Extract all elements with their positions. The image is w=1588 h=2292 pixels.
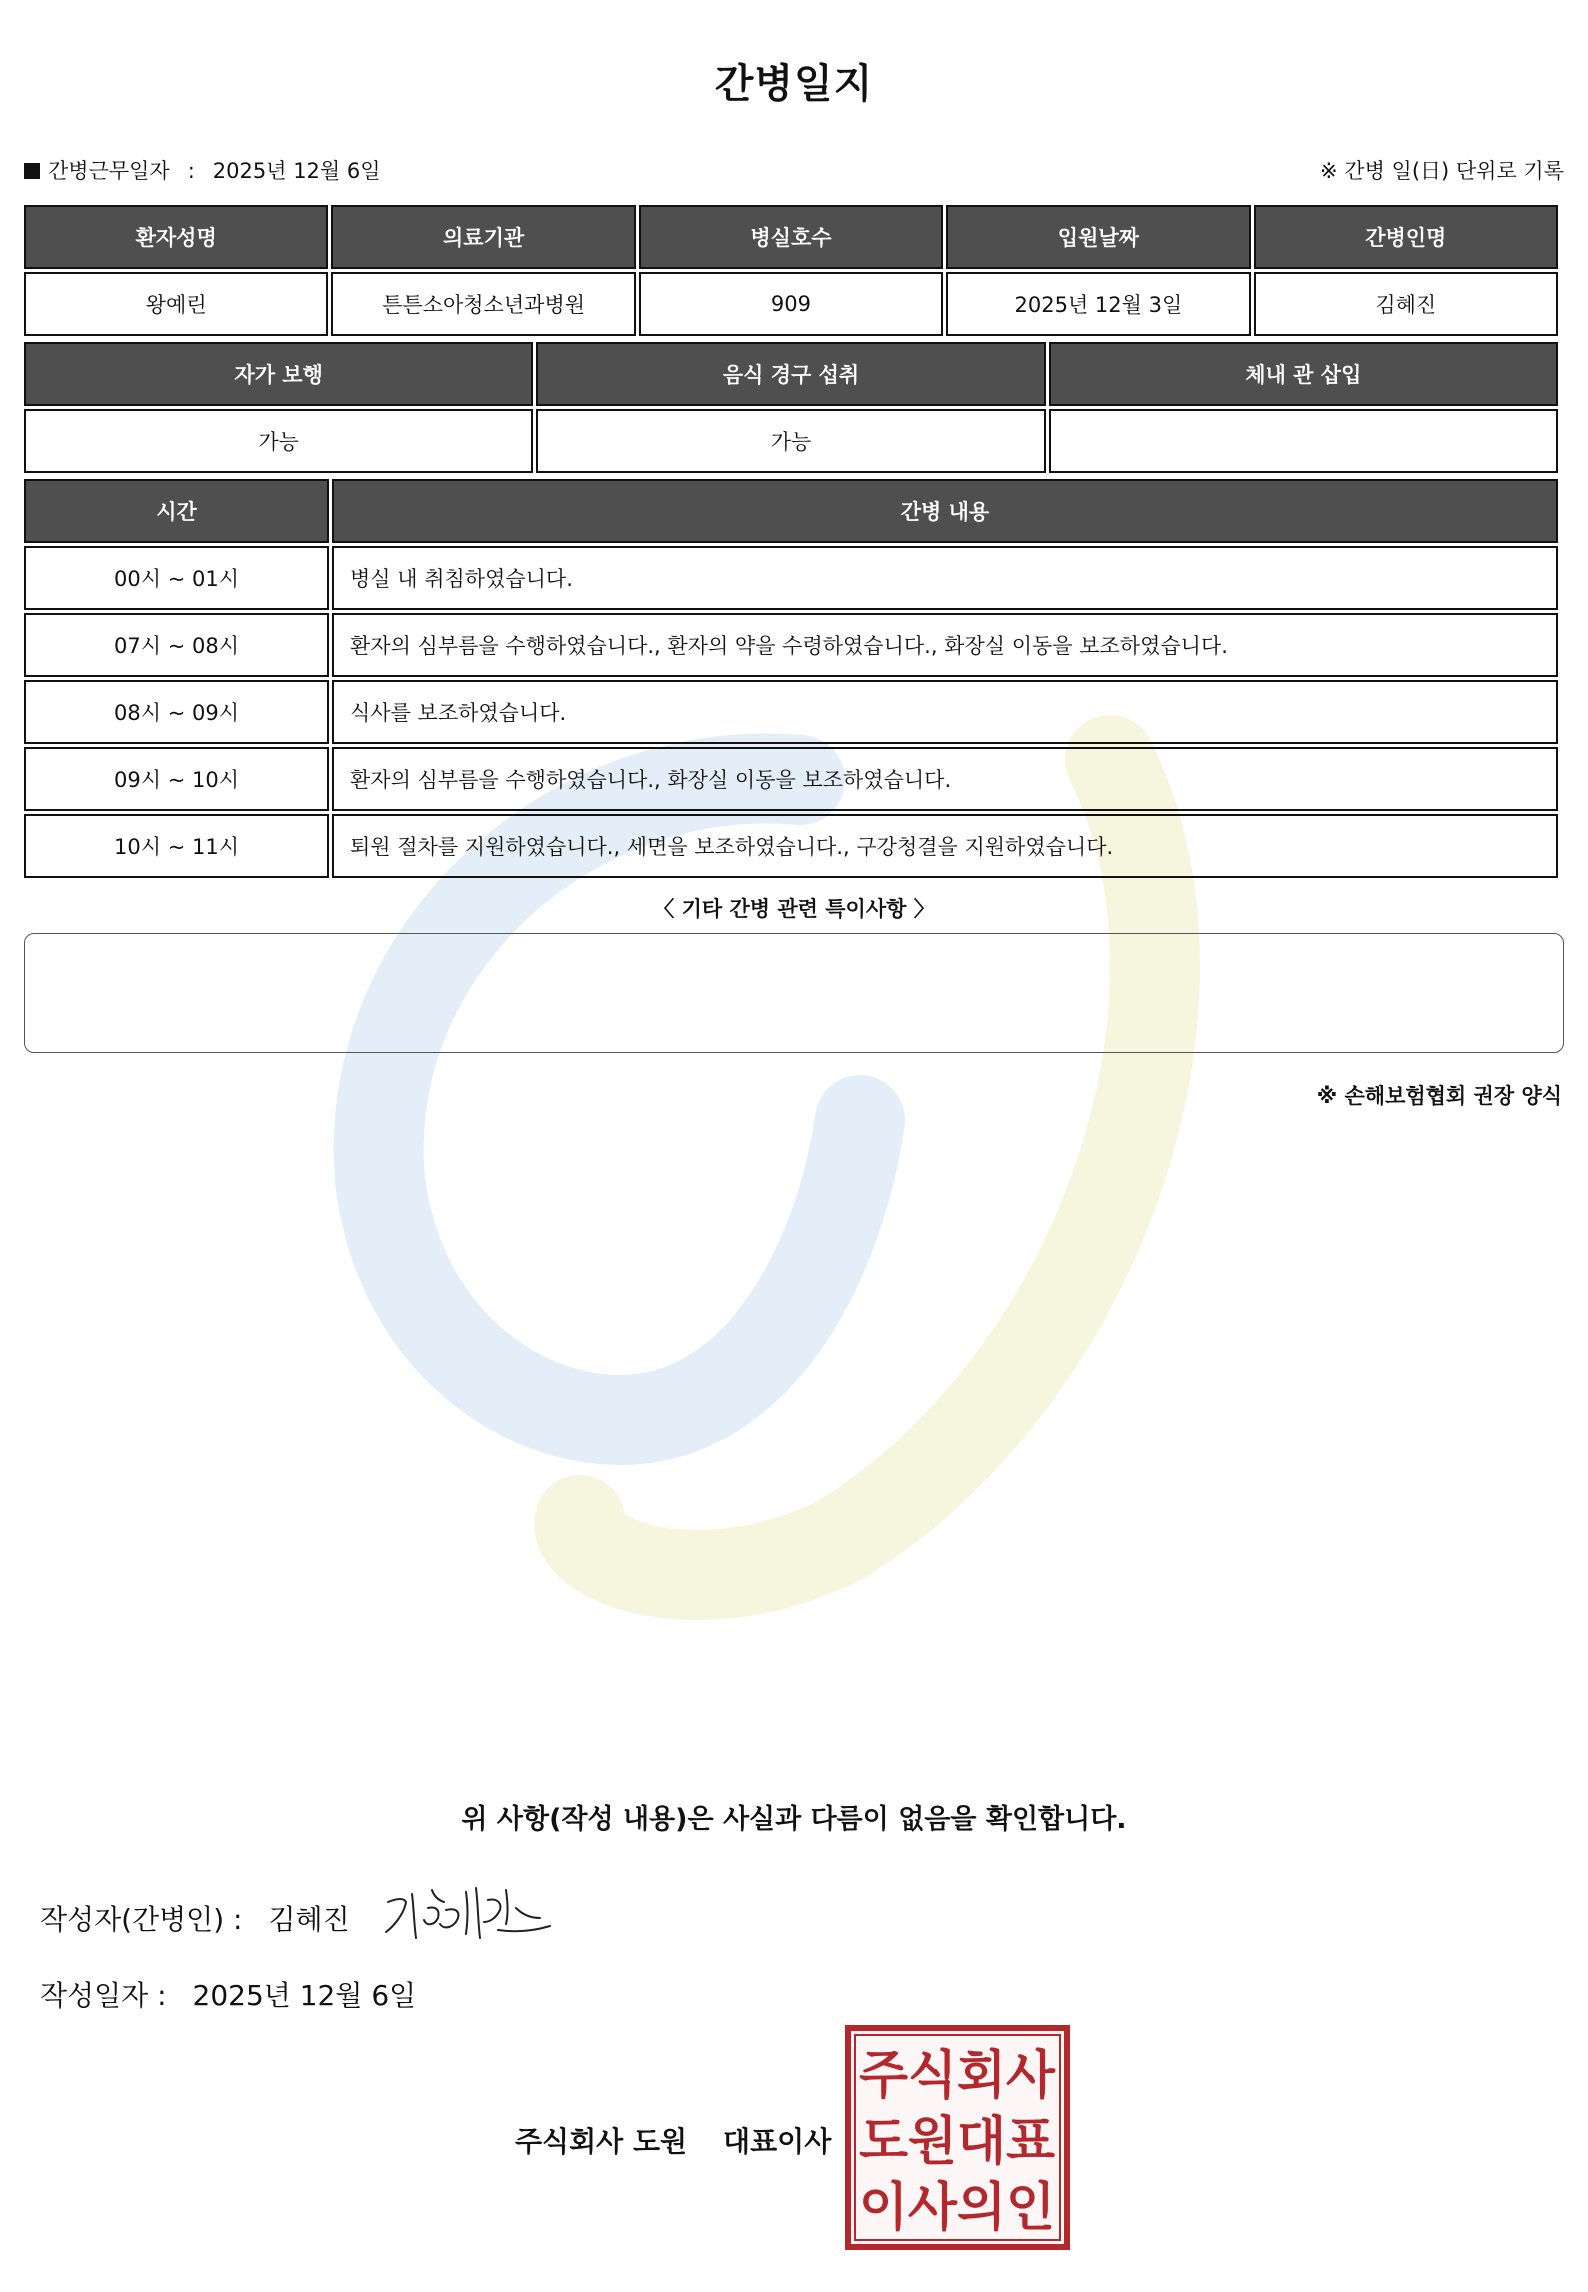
status-value-row (24, 409, 1558, 473)
written-date-value: 2025년 12월 6일 (192, 1979, 417, 2012)
handwritten-signature (380, 1880, 560, 1950)
header-tube-insertion: 체내 관 삽입 (1049, 342, 1558, 406)
header-patient-name: 환자성명 (24, 205, 328, 269)
status-header-row (24, 342, 1558, 406)
document-title: 간병일지 (714, 61, 874, 107)
admission-date: 2025년 12월 3일 (946, 272, 1250, 336)
patient-info-header-row (24, 205, 1558, 269)
work-date-value: 2025년 12월 6일 (212, 159, 381, 183)
meta-row (24, 155, 1564, 189)
record-unit-note: ※ 간병 일(日) 단위로 기록 (1320, 159, 1564, 183)
caregiver-name: 김혜진 (1254, 272, 1558, 336)
oral-intake-value: 가능 (536, 409, 1045, 473)
work-date-label: 간병근무일자 (48, 159, 170, 183)
header-time: 시간 (24, 479, 329, 543)
special-notes-box (24, 933, 1564, 1053)
patient-info-value-row (24, 272, 1558, 336)
header-care-content: 간병 내용 (332, 479, 1558, 543)
company-title: 대표이사 (723, 2125, 832, 2158)
written-date-line (40, 1974, 416, 2014)
header-room-number: 병실호수 (639, 205, 943, 269)
time-cell: 07시 ~ 08시 (24, 613, 329, 677)
header-hospital: 의료기관 (331, 205, 635, 269)
header-oral-intake: 음식 경구 섭취 (536, 342, 1045, 406)
header-admission-date: 입원날짜 (946, 205, 1250, 269)
company-signoff (515, 2120, 831, 2160)
written-date-label: 작성일자 : (40, 1979, 167, 2012)
writer-line (40, 1898, 350, 1938)
hospital-name: 튼튼소아청소년과병원 (331, 272, 635, 336)
seal-line-3: 이사의인 (859, 2178, 1055, 2238)
room-number: 909 (639, 272, 943, 336)
table-row (24, 546, 1558, 610)
content-cell: 식사를 보조하였습니다. (332, 680, 1558, 744)
company-name: 주식회사 도원 (515, 2125, 688, 2158)
company-seal-stamp (845, 2025, 1070, 2250)
time-cell: 08시 ~ 09시 (24, 680, 329, 744)
header-self-walking: 자가 보행 (24, 342, 533, 406)
content-cell: 환자의 심부름을 수행하였습니다., 화장실 이동을 보조하였습니다. (332, 747, 1558, 811)
writer-name: 김혜진 (268, 1903, 350, 1936)
square-bullet-icon (24, 163, 40, 179)
time-cell: 10시 ~ 11시 (24, 814, 329, 878)
self-walking-value: 가능 (24, 409, 533, 473)
table-row (24, 814, 1558, 878)
header-caregiver-name: 간병인명 (1254, 205, 1558, 269)
tube-insertion-value (1049, 409, 1558, 473)
care-log-header-row (24, 479, 1558, 543)
seal-line-1: 주식회사 (859, 2046, 1056, 2106)
content-cell: 병실 내 취침하였습니다. (332, 546, 1558, 610)
writer-label: 작성자(간병인) : (40, 1903, 243, 1936)
table-row (24, 747, 1558, 811)
time-cell: 00시 ~ 01시 (24, 546, 329, 610)
work-date-info (24, 155, 381, 185)
special-notes-title: 〈 기타 간병 관련 특이사항 〉 (653, 897, 935, 921)
patient-name: 왕예린 (24, 272, 328, 336)
table-row (24, 680, 1558, 744)
confirmation-statement: 위 사항(작성 내용)은 사실과 다름이 없음을 확인합니다. (461, 1804, 1127, 1835)
patient-info-table (21, 202, 1561, 339)
seal-line-2: 도원대표 (859, 2112, 1055, 2172)
patient-status-table (21, 339, 1561, 476)
table-row (24, 613, 1558, 677)
colon-separator: : (187, 159, 195, 183)
time-cell: 09시 ~ 10시 (24, 747, 329, 811)
content-cell: 퇴원 절차를 지원하였습니다., 세면을 보조하였습니다., 구강청결을 지원하였습니다. (332, 814, 1558, 878)
content-cell: 환자의 심부름을 수행하였습니다., 환자의 약을 수령하였습니다., 화장실 이동을 보조하였습니다. (332, 613, 1558, 677)
form-note: ※ 손해보험협회 권장 양식 (1316, 1084, 1562, 1108)
care-log-table (21, 476, 1561, 881)
